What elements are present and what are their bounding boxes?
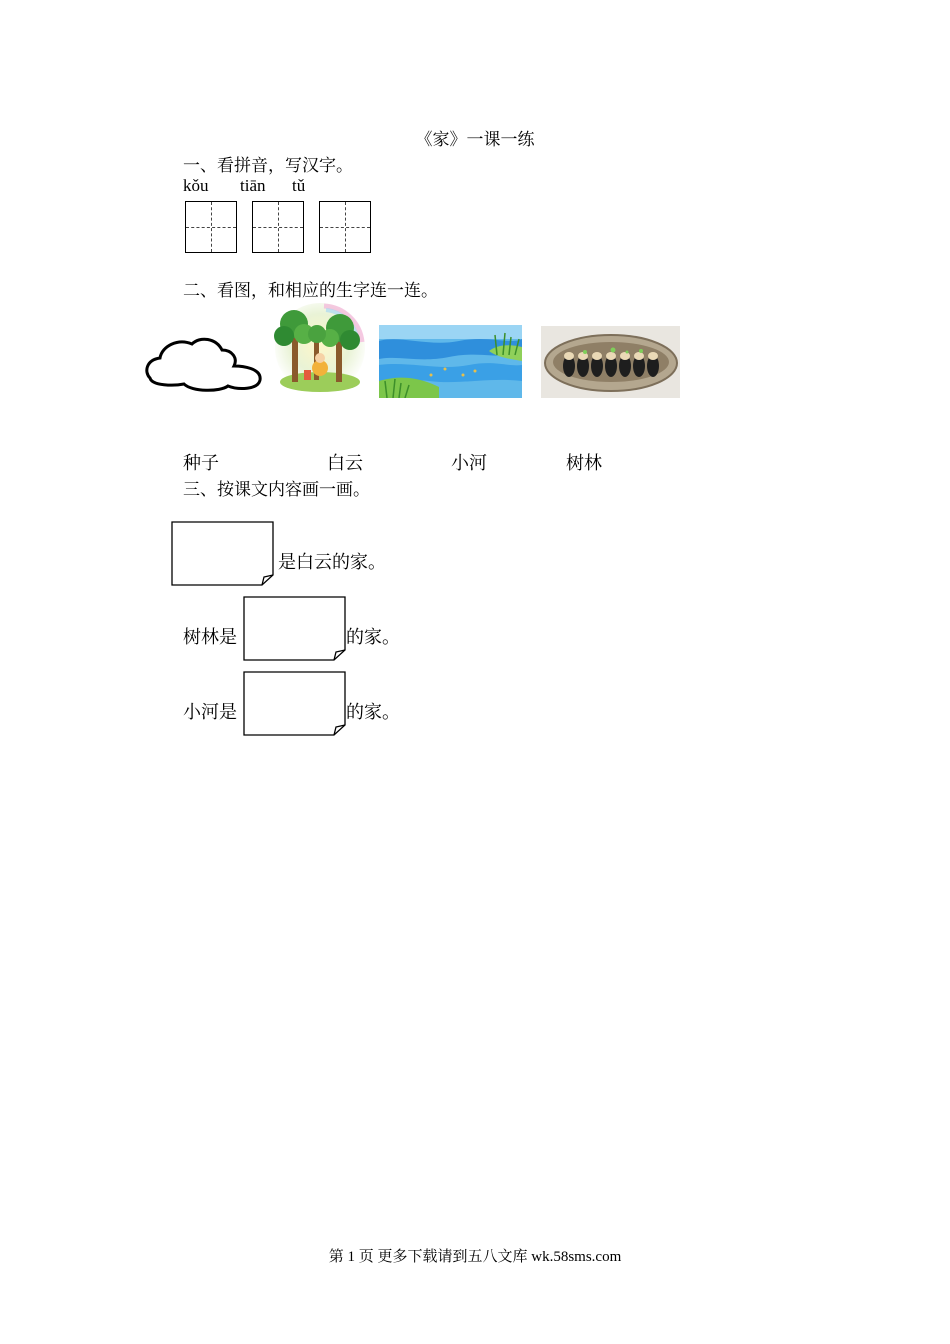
line1-text: 是白云的家。 bbox=[278, 552, 386, 572]
seeds-picture bbox=[541, 326, 680, 398]
word-forest: 树林 bbox=[566, 453, 602, 473]
writing-box-3[interactable] bbox=[319, 201, 371, 253]
writing-box-1[interactable] bbox=[185, 201, 237, 253]
pinyin-3: tǔ bbox=[292, 176, 306, 195]
word-white-cloud: 白云 bbox=[327, 453, 363, 473]
page-footer: 第 1 页 更多下载请到五八文库 wk.58sms.com bbox=[328, 1249, 622, 1265]
line2-prefix: 树林是 bbox=[183, 627, 237, 647]
section2-heading: 二、看图，和相应的生字连一连。 bbox=[183, 281, 438, 301]
line3-prefix: 小河是 bbox=[183, 702, 237, 722]
page-title: 《家》一课一练 bbox=[415, 130, 535, 150]
word-river: 小河 bbox=[451, 453, 487, 473]
line3-suffix: 的家。 bbox=[346, 702, 400, 722]
cloud-picture bbox=[142, 334, 264, 394]
section3-heading: 三、按课文内容画一画。 bbox=[183, 480, 370, 500]
writing-box-2[interactable] bbox=[252, 201, 304, 253]
pinyin-2: tiān bbox=[240, 176, 266, 195]
pinyin-1: kǒu bbox=[183, 176, 209, 195]
forest-picture bbox=[274, 302, 366, 394]
section1-heading: 一、看拼音，写汉字。 bbox=[183, 156, 353, 176]
line2-suffix: 的家。 bbox=[346, 627, 400, 647]
river-picture bbox=[379, 325, 522, 398]
word-seed: 种子 bbox=[183, 453, 219, 473]
drawing-box-2[interactable] bbox=[243, 596, 347, 661]
drawing-box-1[interactable] bbox=[171, 521, 275, 586]
drawing-box-3[interactable] bbox=[243, 671, 347, 736]
